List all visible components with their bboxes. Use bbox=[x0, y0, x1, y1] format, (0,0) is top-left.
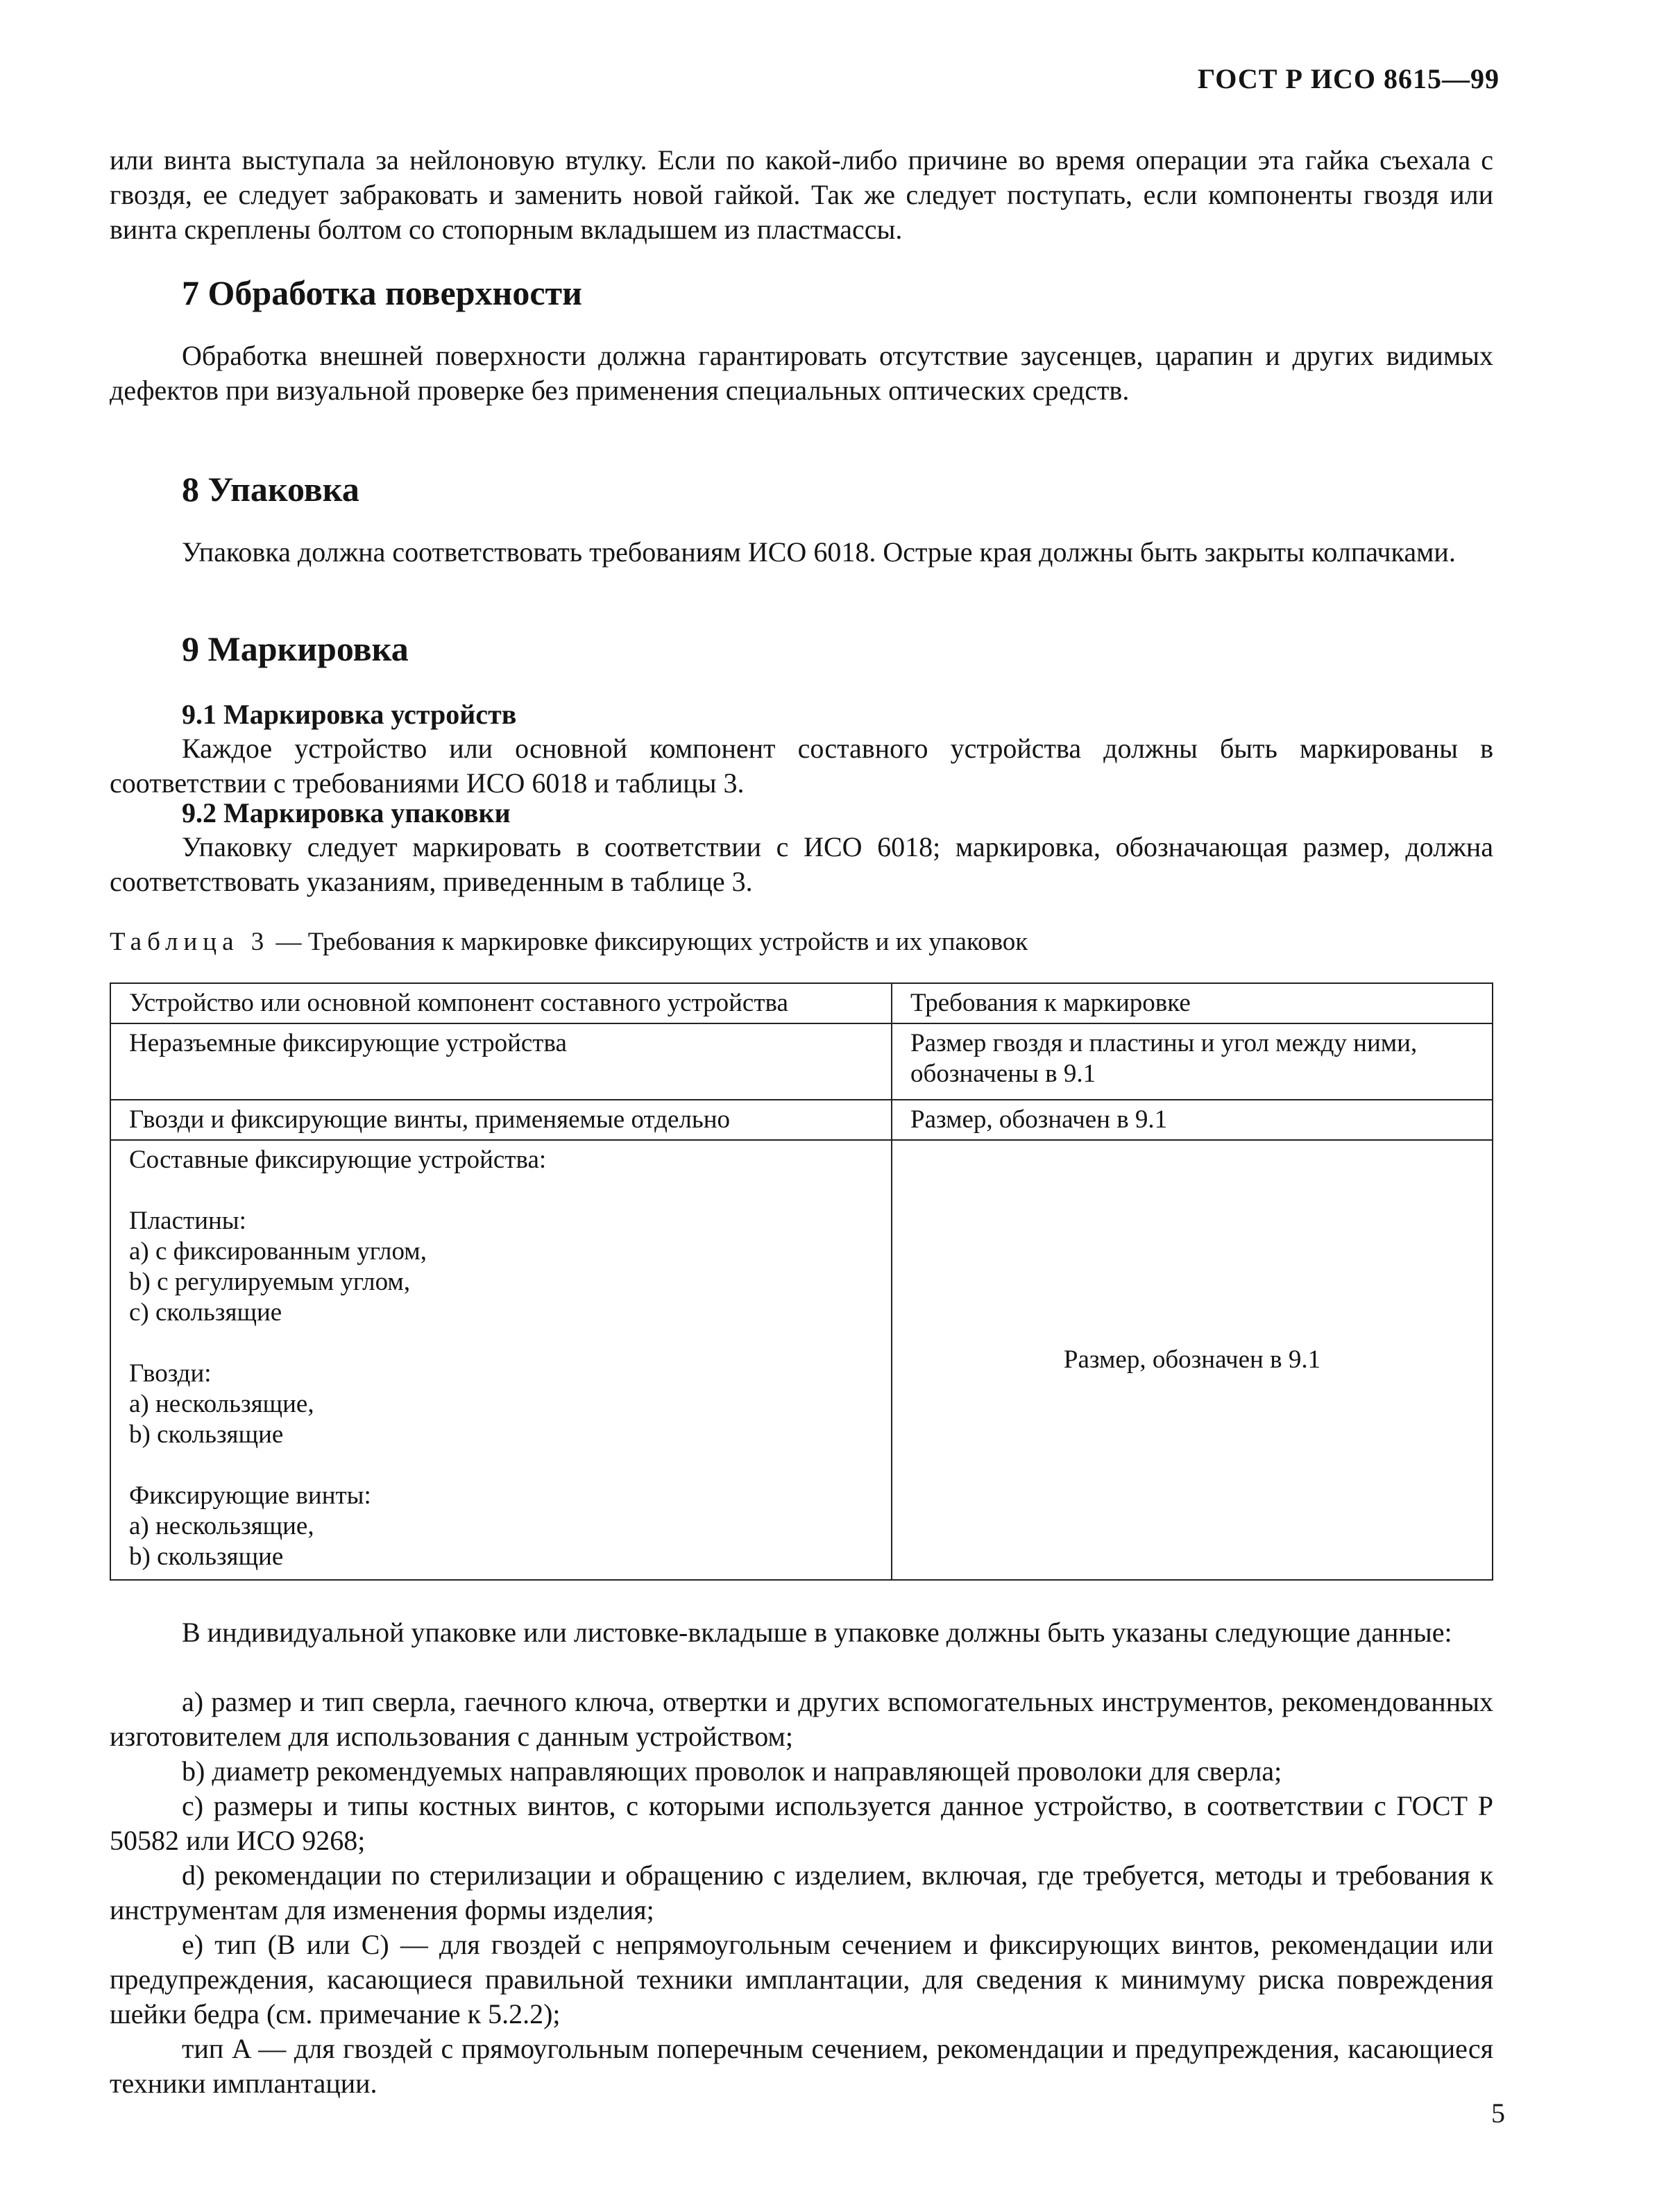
table-row bbox=[110, 1140, 1493, 1580]
list-item: a) нескользящие, bbox=[129, 1512, 314, 1540]
closing-lead: В индивидуальной упаковке или листовке-вкладыше в упаковке должны быть указаны следующие данные: bbox=[182, 1617, 1452, 1648]
section-7-title: 7 Обработка поверхности bbox=[182, 273, 582, 312]
list-item: b) скользящие bbox=[129, 1542, 284, 1571]
closing-item-a: a) размер и тип сверла, гаечного ключа, отвертки и других вспомогательных инструментов, рекомендованных изготовителем для использования с данным устройством; bbox=[110, 1686, 1493, 1752]
nails-title: Гвозди: bbox=[129, 1359, 212, 1388]
list-item: b) с регулируемым углом, bbox=[129, 1268, 411, 1296]
section-9-2-text: Упаковку следует маркировать в соответствии с ИСО 6018; маркировка, обозначающая размер, должна соответствовать указаниям, приведенным в таблице 3. bbox=[110, 831, 1493, 897]
table-header-row bbox=[110, 983, 1493, 1023]
table-header-device: Устройство или основной компонент составного устройства bbox=[110, 983, 892, 1023]
table-row bbox=[110, 1100, 1493, 1140]
document-header: ГОСТ Р ИСО 8615—99 bbox=[1197, 63, 1500, 94]
section-9-1-text: Каждое устройство или основной компонент составного устройства должны быть маркированы в соответствии с требованиями ИСО 6018 и таблицы 3. bbox=[110, 733, 1493, 799]
marking-requirements-table bbox=[110, 982, 1493, 1581]
closing-item-c: c) размеры и типы костных винтов, с которыми используется данное устройство, в соответствии с ГОСТ Р 50582 или ИСО 9268; bbox=[110, 1790, 1493, 1856]
section-9-2-title: 9.2 Маркировка упаковки bbox=[182, 797, 511, 828]
table-cell-device: Гвозди и фиксирующие винты, применяемые отдельно bbox=[110, 1100, 892, 1140]
list-item: c) скользящие bbox=[129, 1298, 282, 1327]
section-9-title: 9 Маркировка bbox=[182, 629, 409, 668]
screws-title: Фиксирующие винты: bbox=[129, 1481, 371, 1510]
closing-item-b: b) диаметр рекомендуемых направляющих проволок и направляющей проволоки для сверла; bbox=[182, 1755, 1282, 1787]
table-cell-composite-devices bbox=[110, 1140, 892, 1580]
table-row bbox=[110, 1023, 1493, 1100]
closing-item-e: e) тип (B или C) — для гвоздей с непрямоугольным сечением и фиксирующих винтов, рекомендации или предупреждения, касающиеся правильной техники имплантации, для сведения к минимуму риска повреждения шейки бедра (см. примечание к 5.2.2); bbox=[110, 1929, 1493, 2030]
screws-list bbox=[129, 1511, 873, 1572]
nails-list bbox=[129, 1389, 873, 1450]
table-cell-requirement: Размер, обозначен в 9.1 bbox=[892, 1140, 1493, 1580]
section-8-text: Упаковка должна соответствовать требованиям ИСО 6018. Острые края должны быть закрыты колпачками. bbox=[182, 536, 1456, 568]
table-caption-label: Таблица 3 bbox=[110, 928, 270, 956]
table-caption bbox=[110, 926, 1028, 959]
list-item: a) нескользящие, bbox=[129, 1390, 314, 1418]
plates-title: Пластины: bbox=[129, 1207, 246, 1235]
section-7-text: Обработка внешней поверхности должна гарантировать отсутствие заусенцев, царапин и других видимых дефектов при визуальной проверке без применения специальных оптических средств. bbox=[110, 340, 1493, 406]
table-caption-text: — Требования к маркировке фиксирующих устройств и их упаковок bbox=[269, 928, 1028, 956]
table-cell-requirement: Размер гвоздя и пластины и угол между ними, обозначены в 9.1 bbox=[892, 1023, 1493, 1100]
section-9-1-title: 9.1 Маркировка устройств bbox=[182, 699, 517, 730]
plates-list bbox=[129, 1236, 873, 1328]
intro-paragraph: или винта выступала за нейлоновую втулку. Если по какой-либо причине во время операции эта гайка съехала с гвоздя, ее следует забраковать и заменить новой гайкой. Так же следует поступать, если компоненты гвоздя или винта скреплены болтом со стопорным вкладышем из пластмассы. bbox=[110, 144, 1493, 245]
section-8-title: 8 Упаковка bbox=[182, 470, 359, 509]
list-item: b) скользящие bbox=[129, 1420, 284, 1449]
composite-title: Составные фиксирующие устройства: bbox=[129, 1146, 547, 1174]
table-header-requirements: Требования к маркировке bbox=[892, 983, 1493, 1023]
page-number: 5 bbox=[1491, 2098, 1505, 2129]
closing-item-d: d) рекомендации по стерилизации и обращению с изделием, включая, где требуется, методы и требования к инструментам для изменения формы изделия; bbox=[110, 1860, 1493, 1925]
list-item: a) с фиксированным углом, bbox=[129, 1237, 427, 1266]
table-cell-requirement: Размер, обозначен в 9.1 bbox=[892, 1100, 1493, 1140]
table-cell-device: Неразъемные фиксирующие устройства bbox=[110, 1023, 892, 1100]
closing-item-e2: тип A — для гвоздей с прямоугольным поперечным сечением, рекомендации и предупреждения, касающиеся техники имплантации. bbox=[110, 2033, 1493, 2099]
